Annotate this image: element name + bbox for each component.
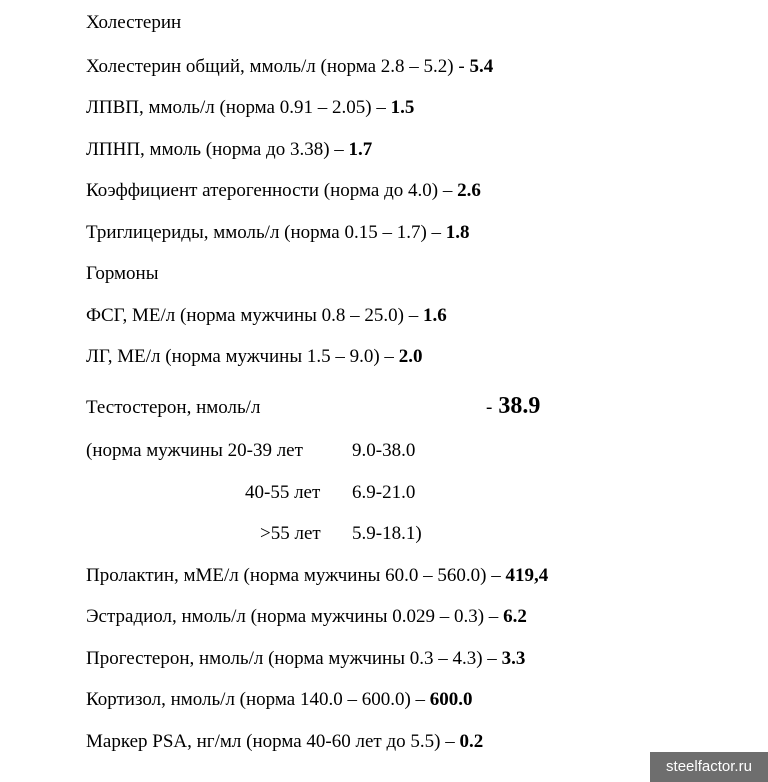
section-title-cholesterol: Холестерин <box>86 12 182 33</box>
row-psa <box>86 731 483 753</box>
testosterone-norm-range: 6.9-21.0 <box>352 482 416 503</box>
row-label: Триглицериды, ммоль/л (норма 0.15 – 1.7) – <box>86 222 446 243</box>
testosterone-norm-range: 5.9-18.1) <box>352 523 422 544</box>
row-label: ЛПНП, ммоль (норма до 3.38) – <box>86 139 349 160</box>
row-label: ФСГ, МЕ/л (норма мужчины 0.8 – 25.0) – <box>86 305 423 326</box>
row-value: 419,4 <box>505 565 549 586</box>
row-triglycerides <box>86 222 470 244</box>
row-label: Прогестерон, нмоль/л (норма мужчины 0.3 – 4.3) – <box>86 648 502 669</box>
row-progesterone <box>86 648 525 670</box>
testosterone-dash: - <box>486 397 493 418</box>
row-ldl <box>86 139 372 161</box>
row-testosterone-label: Тестостерон, нмоль/л <box>86 397 261 418</box>
row-label: Маркер PSA, нг/мл (норма 40-60 лет до 5.5) – <box>86 731 460 752</box>
row-cholesterol-total <box>86 56 493 78</box>
row-fsh <box>86 305 447 327</box>
row-label: Коэффициент атерогенности (норма до 4.0) – <box>86 180 458 201</box>
row-lh <box>86 346 422 368</box>
row-label: Пролактин, мМЕ/л (норма мужчины 60.0 – 560.0) – <box>86 565 506 586</box>
testosterone-norm-age: (норма мужчины 20-39 лет <box>86 440 303 461</box>
row-hdl <box>86 97 414 119</box>
row-value: 1.8 <box>445 222 470 243</box>
row-estradiol <box>86 606 527 628</box>
row-prolactin <box>86 565 548 587</box>
testosterone-norm-range: 9.0-38.0 <box>352 440 416 461</box>
row-atherogenic-index <box>86 180 481 202</box>
row-label: ЛПВП, ммоль/л (норма 0.91 – 2.05) – <box>86 97 391 118</box>
row-label: Эстрадиол, нмоль/л (норма мужчины 0.029 – 0.3) – <box>86 606 504 627</box>
row-cortisol <box>86 689 473 711</box>
row-label: Кортизол, нмоль/л (норма 140.0 – 600.0) – <box>86 689 430 710</box>
row-value: 0.2 <box>459 731 484 752</box>
row-value: 3.3 <box>501 648 526 669</box>
testosterone-norm-age: >55 лет <box>260 523 321 544</box>
row-value: 6.2 <box>503 606 527 627</box>
row-testosterone-value-group <box>486 392 540 422</box>
row-value: 2.0 <box>398 346 423 367</box>
row-value: 600.0 <box>429 689 473 710</box>
row-value: 1.7 <box>348 139 373 160</box>
testosterone-value: 38.9 <box>498 393 541 419</box>
row-value: 1.5 <box>390 97 415 118</box>
testosterone-norm-age: 40-55 лет <box>245 482 321 503</box>
section-title-hormones: Гормоны <box>86 263 159 284</box>
row-value: 1.6 <box>422 305 447 326</box>
row-label: ЛГ, МЕ/л (норма мужчины 1.5 – 9.0) – <box>86 346 399 367</box>
site-watermark: steelfactor.ru <box>650 752 768 782</box>
row-value: 5.4 <box>469 56 494 77</box>
row-value: 2.6 <box>457 180 481 201</box>
row-label: Холестерин общий, ммоль/л (норма 2.8 – 5.2) - <box>86 56 470 77</box>
